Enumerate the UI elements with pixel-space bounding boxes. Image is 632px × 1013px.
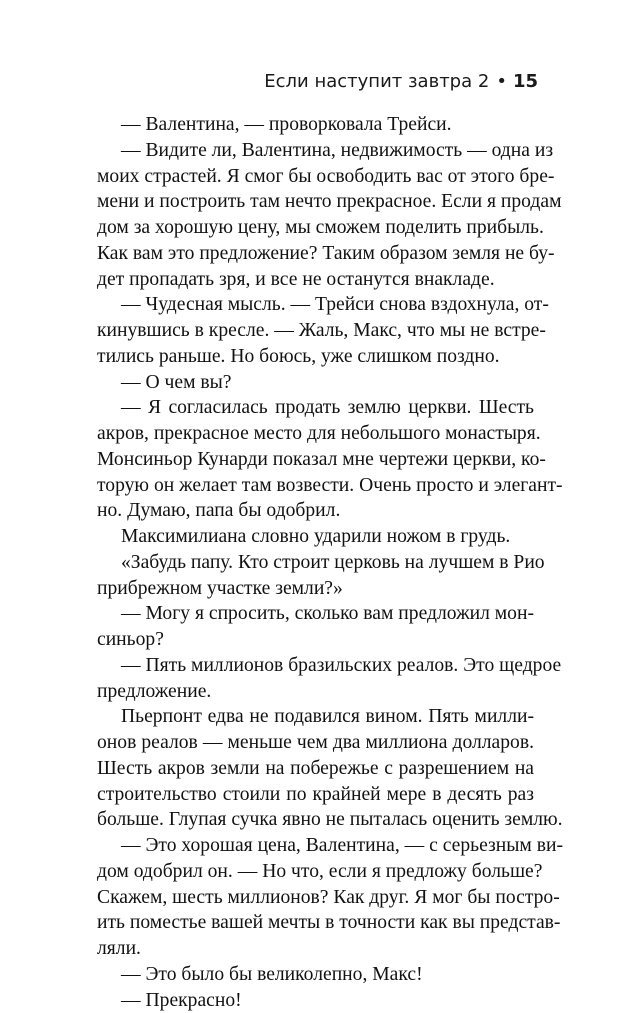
text-line: — Валентина, — проворковала Трейси. bbox=[97, 112, 534, 138]
text-line: прибрежном участке земли?» bbox=[97, 576, 534, 602]
text-line: мени и построить там нечто прекрасное. Если я продам bbox=[97, 189, 534, 215]
text-line: Монсиньор Кунарди показал мне чертежи церкви, ко- bbox=[97, 447, 534, 473]
text-line: — Видите ли, Валентина, недвижимость — одна из bbox=[97, 138, 534, 164]
text-line: — Прекрасно! bbox=[97, 988, 534, 1013]
text-line: дет пропадать зря, и все не останутся внакладе. bbox=[97, 267, 534, 293]
text-line: дом одобрил он. — Но что, если я предложу больше? bbox=[97, 859, 534, 885]
text-line: ляли. bbox=[97, 936, 534, 962]
text-line: Как вам это предложение? Таким образом земля не бу- bbox=[97, 241, 534, 267]
text-line: дом за хорошую цену, мы сможем поделить прибыль. bbox=[97, 215, 534, 241]
text-line: моих страстей. Я смог бы освободить вас от этого бре- bbox=[97, 164, 534, 190]
text-line: — Это хорошая цена, Валентина, — с серьезным ви- bbox=[97, 833, 534, 859]
text-line: больше. Глупая сучка явно не пыталась оценить землю. bbox=[97, 807, 534, 833]
book-title: Если наступит завтра 2 bbox=[264, 71, 489, 92]
text-line: Шесть акров земли на побережье с разрешением на bbox=[97, 756, 534, 782]
text-line: кинувшись в кресле. — Жаль, Макс, что мы не встре- bbox=[97, 318, 534, 344]
running-head bbox=[264, 71, 538, 92]
text-line: — Это было бы великолепно, Макс! bbox=[97, 962, 534, 988]
text-line: тились раньше. Но боюсь, уже слишком поздно. bbox=[97, 344, 534, 370]
text-line: «Забудь папу. Кто строит церковь на лучшем в Рио bbox=[97, 550, 534, 576]
body-text bbox=[97, 112, 534, 1013]
page-number: 15 bbox=[513, 71, 538, 92]
text-line: — Могу я спросить, сколько вам предложил мон- bbox=[97, 601, 534, 627]
header-separator: • bbox=[496, 71, 507, 92]
text-line: но. Думаю, папа бы одобрил. bbox=[97, 498, 534, 524]
text-line: синьор? bbox=[97, 627, 534, 653]
text-line: предложение. bbox=[97, 679, 534, 705]
text-line: акров, прекрасное место для небольшого монастыря. bbox=[97, 421, 534, 447]
text-line: строительство стоили по крайней мере в десять раз bbox=[97, 782, 534, 808]
text-line: Пьерпонт едва не подавился вином. Пять милли- bbox=[97, 704, 534, 730]
text-line: — О чем вы? bbox=[97, 370, 534, 396]
text-line: — Пять миллионов бразильских реалов. Это щедрое bbox=[97, 653, 534, 679]
text-line: ить поместье вашей мечты в точности как вы представ- bbox=[97, 910, 534, 936]
text-line: Максимилиана словно ударили ножом в грудь. bbox=[97, 524, 534, 550]
text-line: торую он желает там возвести. Очень просто и элегант- bbox=[97, 473, 534, 499]
text-line: онов реалов — меньше чем два миллиона долларов. bbox=[97, 730, 534, 756]
text-line: Скажем, шесть миллионов? Как друг. Я мог бы постро- bbox=[97, 885, 534, 911]
text-line: — Чудесная мысль. — Трейси снова вздохнула, от- bbox=[97, 292, 534, 318]
text-line: — Я согласилась продать землю церкви. Шесть bbox=[97, 395, 534, 421]
